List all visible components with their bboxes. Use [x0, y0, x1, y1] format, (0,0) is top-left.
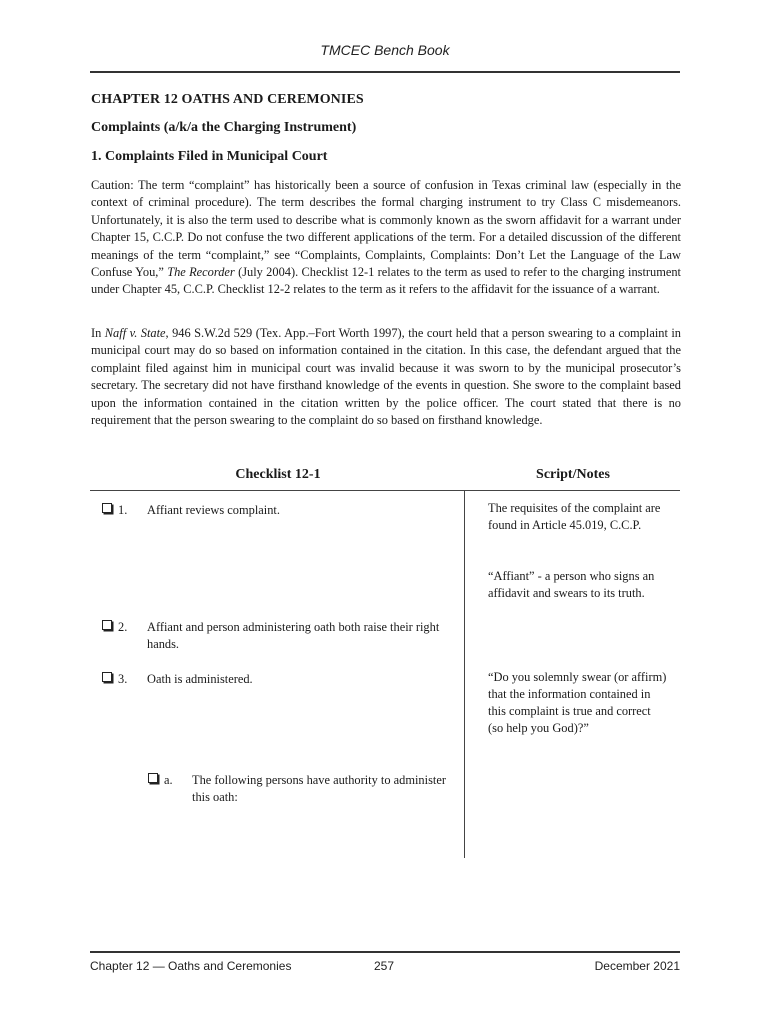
subsection-title: 1. Complaints Filed in Municipal Court: [91, 149, 328, 164]
checklist-divider: [90, 490, 680, 491]
column-divider: [464, 491, 465, 858]
checklist-heading: Checklist 12-1: [235, 467, 321, 482]
section-title: Complaints (a/k/a the Charging Instrument): [91, 120, 357, 135]
caution-text-b: (July 2004). Checklist 12-1 relates to the term as used to refer to the charging instrument under Chapter 45, C.C.P. Checklist 12-2 relates to the term as it refers to the affidavit for the issuance of a warrant.: [91, 265, 681, 297]
running-header: TMCEC Bench Book: [320, 42, 450, 58]
caution-paragraph: [91, 177, 681, 299]
checklist-item-1-number[interactable]: 1.: [102, 502, 127, 519]
note-requisites: The requisites of the complaint are found in Article 45.019, C.C.P.: [488, 501, 661, 532]
footer-date: December 2021: [594, 959, 680, 973]
note-oath-script: “Do you solemnly swear (or affirm) that the information contained in this complaint is true and correct (so help you God)?”: [488, 670, 667, 735]
checkbox-icon[interactable]: [102, 620, 112, 630]
checkbox-icon[interactable]: [102, 503, 112, 513]
case-text-b: , 946 S.W.2d 529 (Tex. App.–Fort Worth 1997), the court held that a person swearing to a complaint in municipal court may do so based on information contained in the citation. In this case, the defendant argued that the complaint filed against him in municipal court was invalid because it was sworn to by the municipal prosecutor’s secretary. The secretary did not have firsthand knowledge of the events in question. She swore to the complaint based upon the information contained in the citation written by the police officer. The court stated that there is no requirement that the person swearing to the complaint do so based on firsthand knowledge.: [91, 326, 681, 428]
case-name: Naff v. State: [104, 326, 166, 340]
checkbox-icon[interactable]: [102, 672, 112, 682]
checklist-item-3-text: Oath is administered.: [147, 672, 253, 686]
page-number: 257: [374, 959, 395, 973]
script-notes-heading: Script/Notes: [536, 467, 610, 482]
case-text-a: In: [91, 326, 105, 340]
checklist-item-2-number[interactable]: 2.: [102, 619, 127, 636]
note-affiant-definition: “Affiant” - a person who signs an affidavit and swears to its truth.: [488, 569, 655, 600]
checkbox-icon[interactable]: [148, 773, 158, 783]
checklist-item-2-text: Affiant and person administering oath both raise their right hands.: [147, 620, 440, 651]
caution-text-a: Caution: The term “complaint” has historically been a source of confusion in Texas criminal law (especially in the context of criminal procedure). The term describes the formal charging instrument to try Class C misdemeanors. Unfortunately, it is also the term used to describe what is commonly known as the sworn affidavit for a warrant under Chapter 15, C.C.P. Do not confuse the two different applications of the term. For a detailed discussion of the different meanings of the term “complaint,” see “Complaints, Complaints, Complaints: Don’t Let the Language of the Law Confuse You,”: [91, 178, 681, 280]
header-divider: [90, 71, 680, 73]
footer-divider: [90, 951, 680, 953]
checklist-subitem-a-number[interactable]: a.: [148, 772, 173, 789]
chapter-title: CHAPTER 12 OATHS AND CEREMONIES: [91, 92, 364, 107]
checklist-item-1-text: Affiant reviews complaint.: [147, 503, 280, 517]
checklist-item-3-number[interactable]: 3.: [102, 671, 127, 688]
footer-chapter: Chapter 12 — Oaths and Ceremonies: [90, 959, 292, 973]
checklist-subitem-a-text: The following persons have authority to administer this oath:: [192, 773, 446, 804]
case-paragraph: [91, 325, 681, 429]
recorder-citation: The Recorder: [167, 265, 235, 280]
